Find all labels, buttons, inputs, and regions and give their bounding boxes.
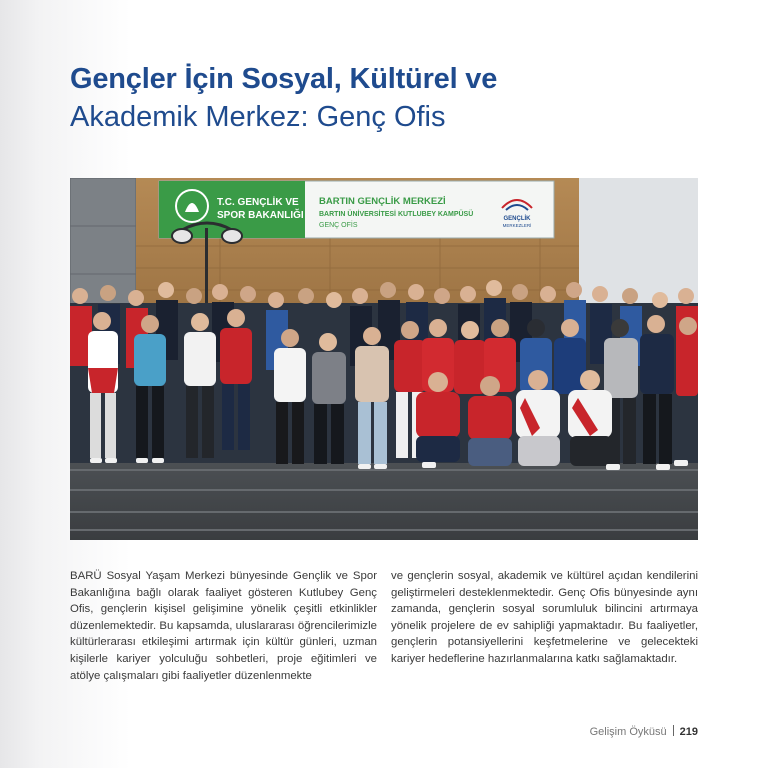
footer-separator — [673, 725, 674, 736]
people-group — [70, 280, 698, 470]
body-text-right: ve gençlerin sosyal, akademik ve kültürel açıdan kendilerini geliştirmeleri desteklenmektedir. Genç Ofis bünyesinde aynı zamanda, gençlerin sosyal sorumluluk bilincini artırmaya yönelik projelere de ev sahipliği yapmaktadır. Bu faaliyetler, gençlerin potansiyellerini keşfetmelerine ve gelecekteki kariyer hedeflerine hazırlanmalarına katkı sağlamaktadır. — [391, 570, 698, 665]
body-text-left: BARÜ Sosyal Yaşam Merkezi bünyesinde Gençlik ve Spor Bakanlığına bağlı olarak faaliyet gösteren Kutlubey Genç Ofis, gençlerin kişisel gelişimine yönelik çeşitli etkinlikler düzenlemektedir. Bu kapsamda, uluslararası öğrencilerimizle kültürlerarası etkileşimi artırmak için kültür günleri, uzman kişilerle kariyer yolculuğu sohbetleri, proje eğitimleri ve atölye çalışmaları gibi faaliyetler düzenlenmekte — [70, 570, 377, 682]
page-title — [70, 60, 710, 136]
footer-label: Gelişim Öyküsü — [589, 726, 667, 738]
sign-ministry-line2: SPOR BAKANLIĞI — [217, 210, 304, 221]
sign-ministry-line1: T.C. GENÇLİK VE — [217, 197, 299, 208]
sign-center-subtitle: BARTIN ÜNİVERSİTESİ KUTLUBEY KAMPÜSÜ — [319, 211, 474, 218]
sign-center-office: GENÇ OFİS — [319, 222, 358, 229]
building-sign — [159, 181, 554, 238]
title-line-bold: Gençler İçin Sosyal, Kültürel ve — [70, 63, 498, 95]
sign-logo-line1: GENÇLİK — [503, 216, 531, 222]
page-footer — [590, 725, 698, 738]
sign-logo-line2: MERKEZLERİ — [502, 223, 532, 228]
sign-center-title: BARTIN GENÇLİK MERKEZİ — [319, 196, 446, 207]
title-line-regular: Akademik Merkez: Genç Ofis — [70, 101, 446, 133]
page-number: 219 — [679, 726, 698, 738]
group-photo — [70, 178, 698, 540]
